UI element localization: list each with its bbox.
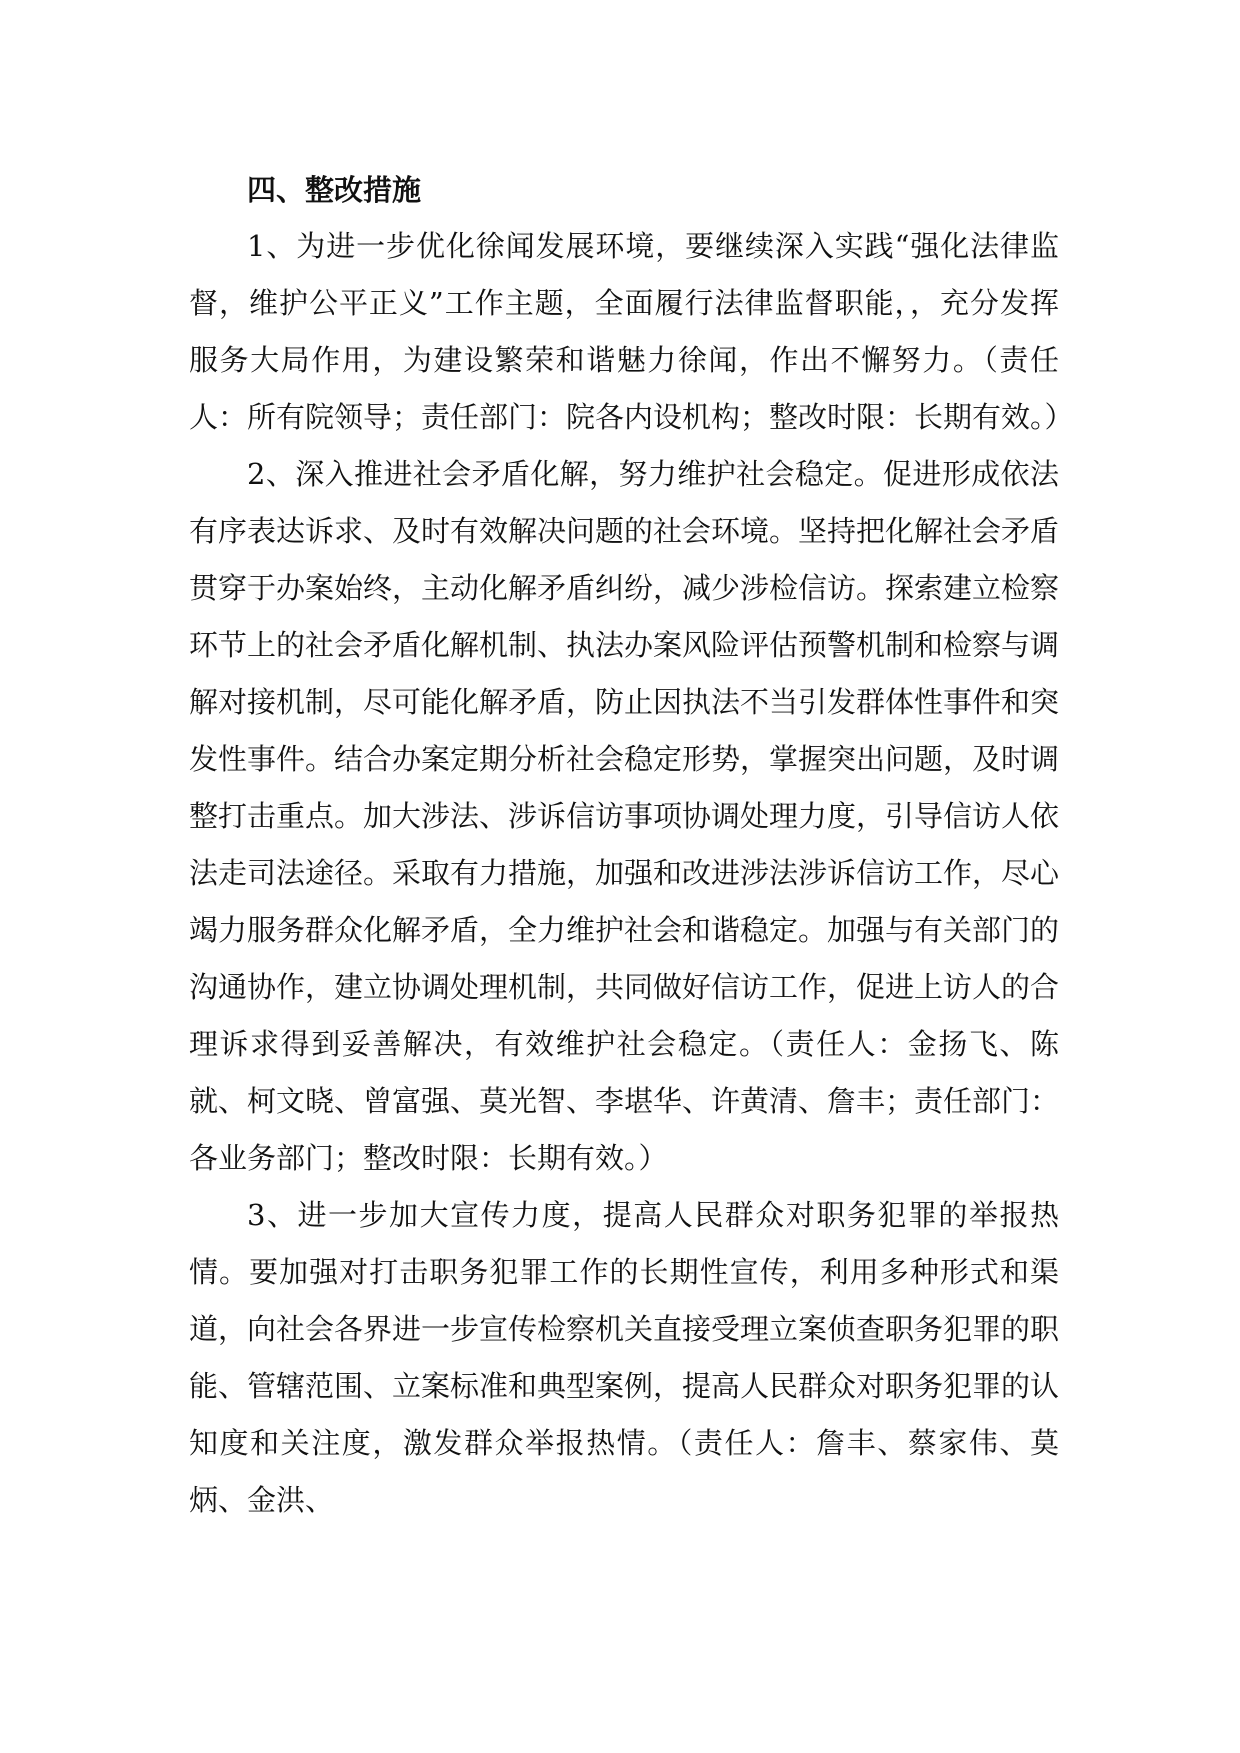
paragraph-3: 3、进一步加大宣传力度，提高人民群众对职务犯罪的举报热情。要加强对打击职务犯罪工作的长期性宣传，利用多种形式和渠道，向社会各界进一步宣传检察机关直接受理立案侦查职务犯罪的职能、管辖范围、立案标准和典型案例，提高人民群众对职务犯罪的认知度和关注度，激发群众举报热情。（责任人：詹丰、蔡家伟、莫炳、金洪、 [189,1198,1060,1517]
paragraph-2: 2、深入推进社会矛盾化解，努力维护社会稳定。促进形成依法有序表达诉求、及时有效解决问题的社会环境。坚持把化解社会矛盾贯穿于办案始终，主动化解矛盾纠纷，减少涉检信访。探索建立检察环节上的社会矛盾化解机制、执法办案风险评估预警机制和检察与调解对接机制，尽可能化解矛盾，防止因执法不当引发群体性事件和突发性事件。结合办案定期分析社会稳定形势，掌握突出问题，及时调整打击重点。加大涉法、涉诉信访事项协调处理力度，引导信访人依法走司法途径。采取有力措施，加强和改进涉法涉诉信访工作，尽心竭力服务群众化解矛盾，全力维护社会和谐稳定。加强与有关部门的沟通协作，建立协调处理机制，共同做好信访工作，促进上访人的合理诉求得到妥善解决，有效维护社会稳定。（责任人：金扬飞、陈就、柯文晓、曾富强、莫光智、李堪华、许黄清、詹丰；责任部门：各业务部门；整改时限：长期有效。） [189,457,1060,1175]
section-heading: 四、整改措施 [247,173,422,207]
document-body [189,162,1074,1529]
paragraph-1: 1、为进一步优化徐闻发展环境，要继续深入实践“强化法律监督，维护公平正义”工作主题，全面履行法律监督职能，，充分发挥服务大局作用，为建设繁荣和谐魅力徐闻，作出不懈努力。（责任人：所有院领导；责任部门：院各内设机构；整改时限：长期有效。） [189,229,1074,434]
